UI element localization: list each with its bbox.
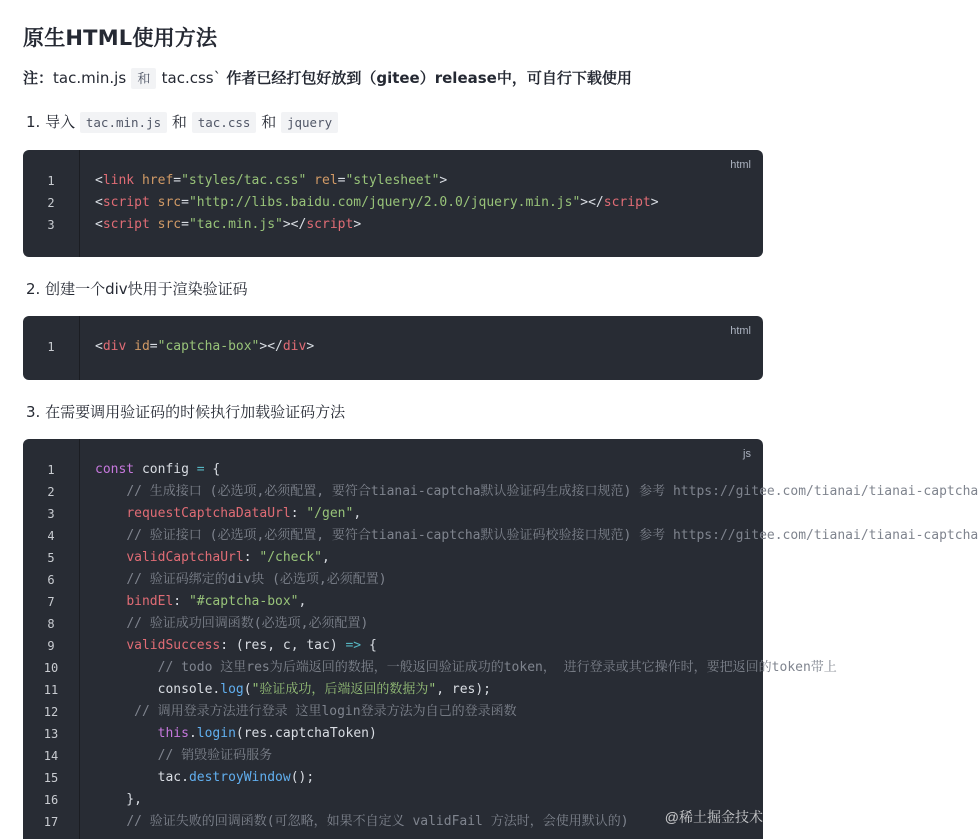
line-number: 3: [47, 218, 55, 232]
line-number: 9: [47, 639, 55, 653]
code-line: [23, 723, 763, 745]
step-1-and-1: 和: [171, 113, 187, 131]
code-line: [23, 336, 763, 358]
code-text: // 销毁验证码服务: [157, 748, 273, 763]
code-line: [23, 811, 763, 833]
line-number: 10: [43, 661, 59, 675]
code-language-label: html: [730, 325, 751, 337]
step-3: [26, 401, 345, 422]
code-text: // 验证失败的回调函数(可忽略，如果不自定义 validFail 方法时，会使用默认的): [126, 814, 629, 829]
code-line: [23, 503, 763, 525]
note-file-css: tac.css`: [161, 69, 222, 87]
line-number: 12: [43, 705, 59, 719]
line-number: 17: [43, 815, 59, 829]
code-line: [23, 613, 763, 635]
code-line: [23, 591, 763, 613]
step-3-text: 3. 在需要调用验证码的时候执行加载验证码方法: [26, 403, 346, 421]
code-line: [23, 214, 763, 236]
page-title: 原生HTML使用方法: [23, 26, 218, 50]
code-text: // 验证接口 (必选项,必须配置, 要符合tianai-captcha默认验证码校验接口规范) 参考 https://gitee.com/tianai/tianai-captcha: [126, 528, 978, 543]
code-line: [23, 789, 763, 811]
line-number: 11: [43, 683, 59, 697]
line-number: 1: [47, 340, 55, 354]
code-text: console.log("验证成功，后端返回的数据为", res);: [157, 682, 492, 697]
code-line: [23, 547, 763, 569]
code-text: <script src="http://libs.baidu.com/jquery/2.0.0/jquery.min.js"></script>: [95, 195, 659, 210]
code-tac-min-js: tac.min.js: [80, 112, 167, 133]
code-line: [23, 569, 763, 591]
code-block-js-config[interactable]: [23, 439, 978, 839]
code-text: requestCaptchaDataUrl: "/gen",: [126, 506, 362, 521]
note-and: 和: [131, 68, 156, 89]
code-text: <link href="styles/tac.css" rel="stylesheet">: [95, 173, 448, 188]
code-text: <script src="tac.min.js"></script>: [95, 217, 362, 232]
install-note: [23, 67, 632, 88]
note-suffix: 作者已经打包好放到（gitee）release中，可自行下载使用: [226, 69, 632, 87]
code-text: validCaptchaUrl: "/check",: [126, 550, 330, 565]
code-text: },: [95, 792, 142, 807]
code-text: // 验证成功回调函数(必选项,必须配置): [126, 616, 369, 631]
code-text: const config = {: [95, 462, 221, 477]
note-file-js: tac.min.js: [53, 69, 127, 87]
line-number: 1: [47, 174, 55, 188]
code-text: // 验证码绑定的div块 (必选项,必须配置): [126, 572, 387, 587]
watermark: @稀土掘金技术社区: [664, 809, 791, 825]
code-text: <div id="captcha-box"></div>: [95, 339, 315, 354]
line-number: 3: [47, 507, 55, 521]
code-text: // 生成接口 (必选项,必须配置, 要符合tianai-captcha默认验证码生成接口规范) 参考 https://gitee.com/tianai/tianai-captcha: [126, 484, 978, 499]
code-text: bindEl: "#captcha-box",: [126, 594, 307, 609]
code-text: // todo 这里res为后端返回的数据，一般返回验证成功的token， 进行登录或其它操作时，要把返回的token带上: [157, 660, 837, 675]
note-prefix: 注：: [23, 69, 54, 87]
code-line: [23, 635, 763, 657]
code-text: // 调用登录方法进行登录 这里login登录方法为自己的登录函数: [134, 704, 517, 719]
line-number: 2: [47, 196, 55, 210]
code-text: tac.destroyWindow();: [157, 770, 315, 785]
line-number: 7: [47, 595, 55, 609]
step-2-text: 2. 创建一个div快用于渲染验证码: [26, 280, 248, 298]
code-line: [23, 481, 978, 503]
line-number: 13: [43, 727, 59, 741]
code-line: [23, 701, 763, 723]
step-2: [26, 278, 248, 299]
line-number: 4: [47, 529, 55, 543]
code-line: [23, 192, 763, 214]
code-language-label: js: [743, 448, 751, 460]
code-line: [23, 170, 763, 192]
code-line: [23, 657, 837, 679]
line-number: 1: [47, 463, 55, 477]
line-number: 15: [43, 771, 59, 785]
code-line: [23, 745, 763, 767]
code-block-html-div[interactable]: [23, 316, 763, 380]
code-language-label: html: [730, 159, 751, 171]
code-text: validSuccess: (res, c, tac) => {: [126, 638, 377, 653]
code-text: this.login(res.captchaToken): [157, 726, 377, 741]
line-number: 2: [47, 485, 55, 499]
line-number: 5: [47, 551, 55, 565]
code-tac-css: tac.css: [192, 112, 257, 133]
step-1-text: 1. 导入: [26, 113, 76, 131]
step-1-and-2: 和: [261, 113, 277, 131]
line-number: 16: [43, 793, 59, 807]
code-jquery: jquery: [281, 112, 338, 133]
code-line: [23, 459, 763, 481]
step-1: [26, 111, 338, 132]
code-block-html-imports[interactable]: [23, 150, 763, 257]
line-number: 6: [47, 573, 55, 587]
line-number: 8: [47, 617, 55, 631]
code-line: [23, 525, 978, 547]
code-line: [23, 679, 763, 701]
line-number: 14: [43, 749, 59, 763]
code-line: [23, 767, 763, 789]
